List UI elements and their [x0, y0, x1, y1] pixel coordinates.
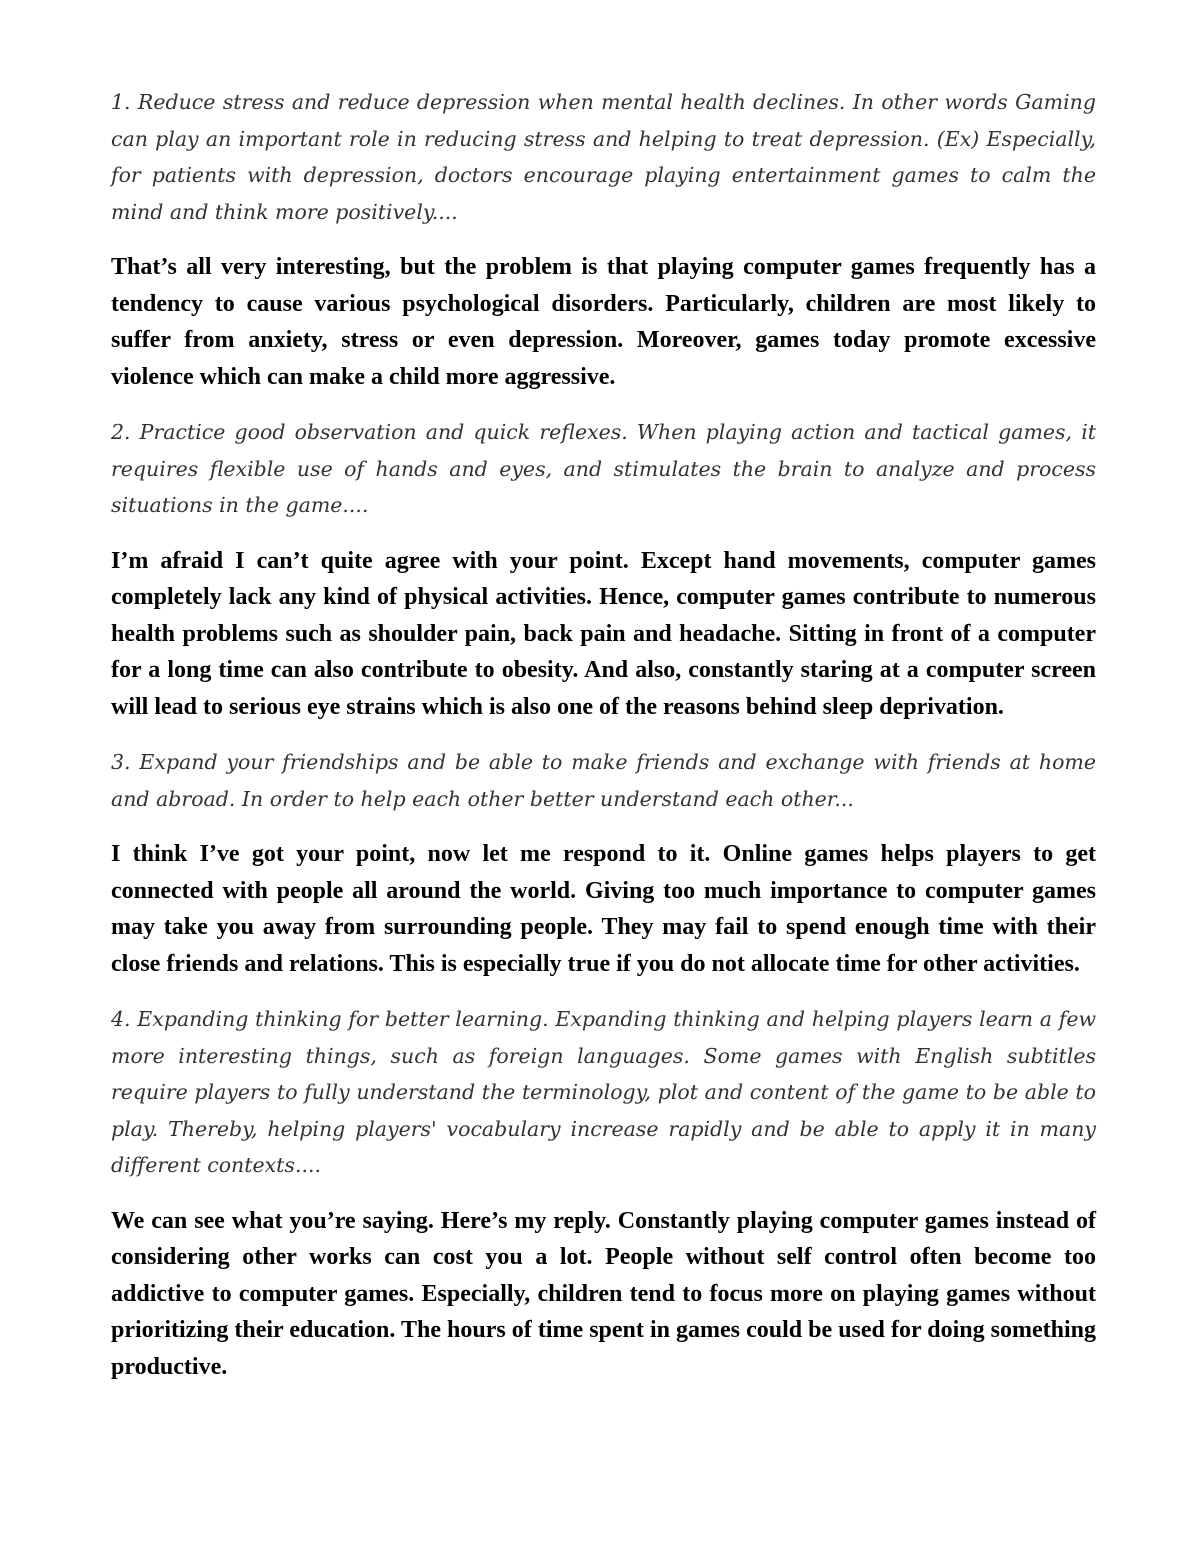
rebuttal-paragraph-4: We can see what you’re saying. Here’s my reply. Constantly playing computer games instead of considering other works can cost you a lot. People without self control often become too addictive to computer games. Especially, children tend to focus more on playing games without prioritizing their education. The hours of time spent in games could be used for doing something productive.	[111, 1207, 1096, 1380]
claim-paragraph-2: 2. Practice good observation and quick reflexes. When playing action and tactical games, it requires flexible use of hands and eyes, and stimulates the brain to analyze and process situations in the game....	[111, 420, 1096, 517]
claim-paragraph-3: 3. Expand your friendships and be able to make friends and exchange with friends at home and abroad. In order to help each other better understand each other...	[111, 750, 1096, 811]
document-page	[111, 84, 1096, 1404]
rebuttal-paragraph-2: I’m afraid I can’t quite agree with your point. Except hand movements, computer games completely lack any kind of physical activities. Hence, computer games contribute to numerous health problems such as shoulder pain, back pain and headache. Sitting in front of a computer for a long time can also contribute to obesity. And also, constantly staring at a computer screen will lead to serious eye strains which is also one of the reasons behind sleep deprivation.	[111, 547, 1096, 720]
claim-paragraph-4: 4. Expanding thinking for better learning. Expanding thinking and helping players learn a few more interesting things, such as foreign languages. Some games with English subtitles require players to fully understand the terminology, plot and content of the game to be able to play. Thereby, helping players' vocabulary increase rapidly and be able to apply it in many different contexts....	[111, 1007, 1096, 1177]
claim-paragraph-1: 1. Reduce stress and reduce depression when mental health declines. In other words Gaming can play an important role in reducing stress and helping to treat depression. (Ex) Especially, for patients with depression, doctors encourage playing entertainment games to calm the mind and think more positively....	[111, 90, 1096, 224]
rebuttal-paragraph-1: That’s all very interesting, but the problem is that playing computer games frequently has a tendency to cause various psychological disorders. Particularly, children are most likely to suffer from anxiety, stress or even depression. Moreover, games today promote excessive violence which can make a child more aggressive.	[111, 254, 1096, 390]
rebuttal-paragraph-3: I think I’ve got your point, now let me respond to it. Online games helps players to get connected with people all around the world. Giving too much importance to computer games may take you away from surrounding people. They may fail to spend enough time with their close friends and relations. This is especially true if you do not allocate time for other activities.	[111, 841, 1096, 977]
